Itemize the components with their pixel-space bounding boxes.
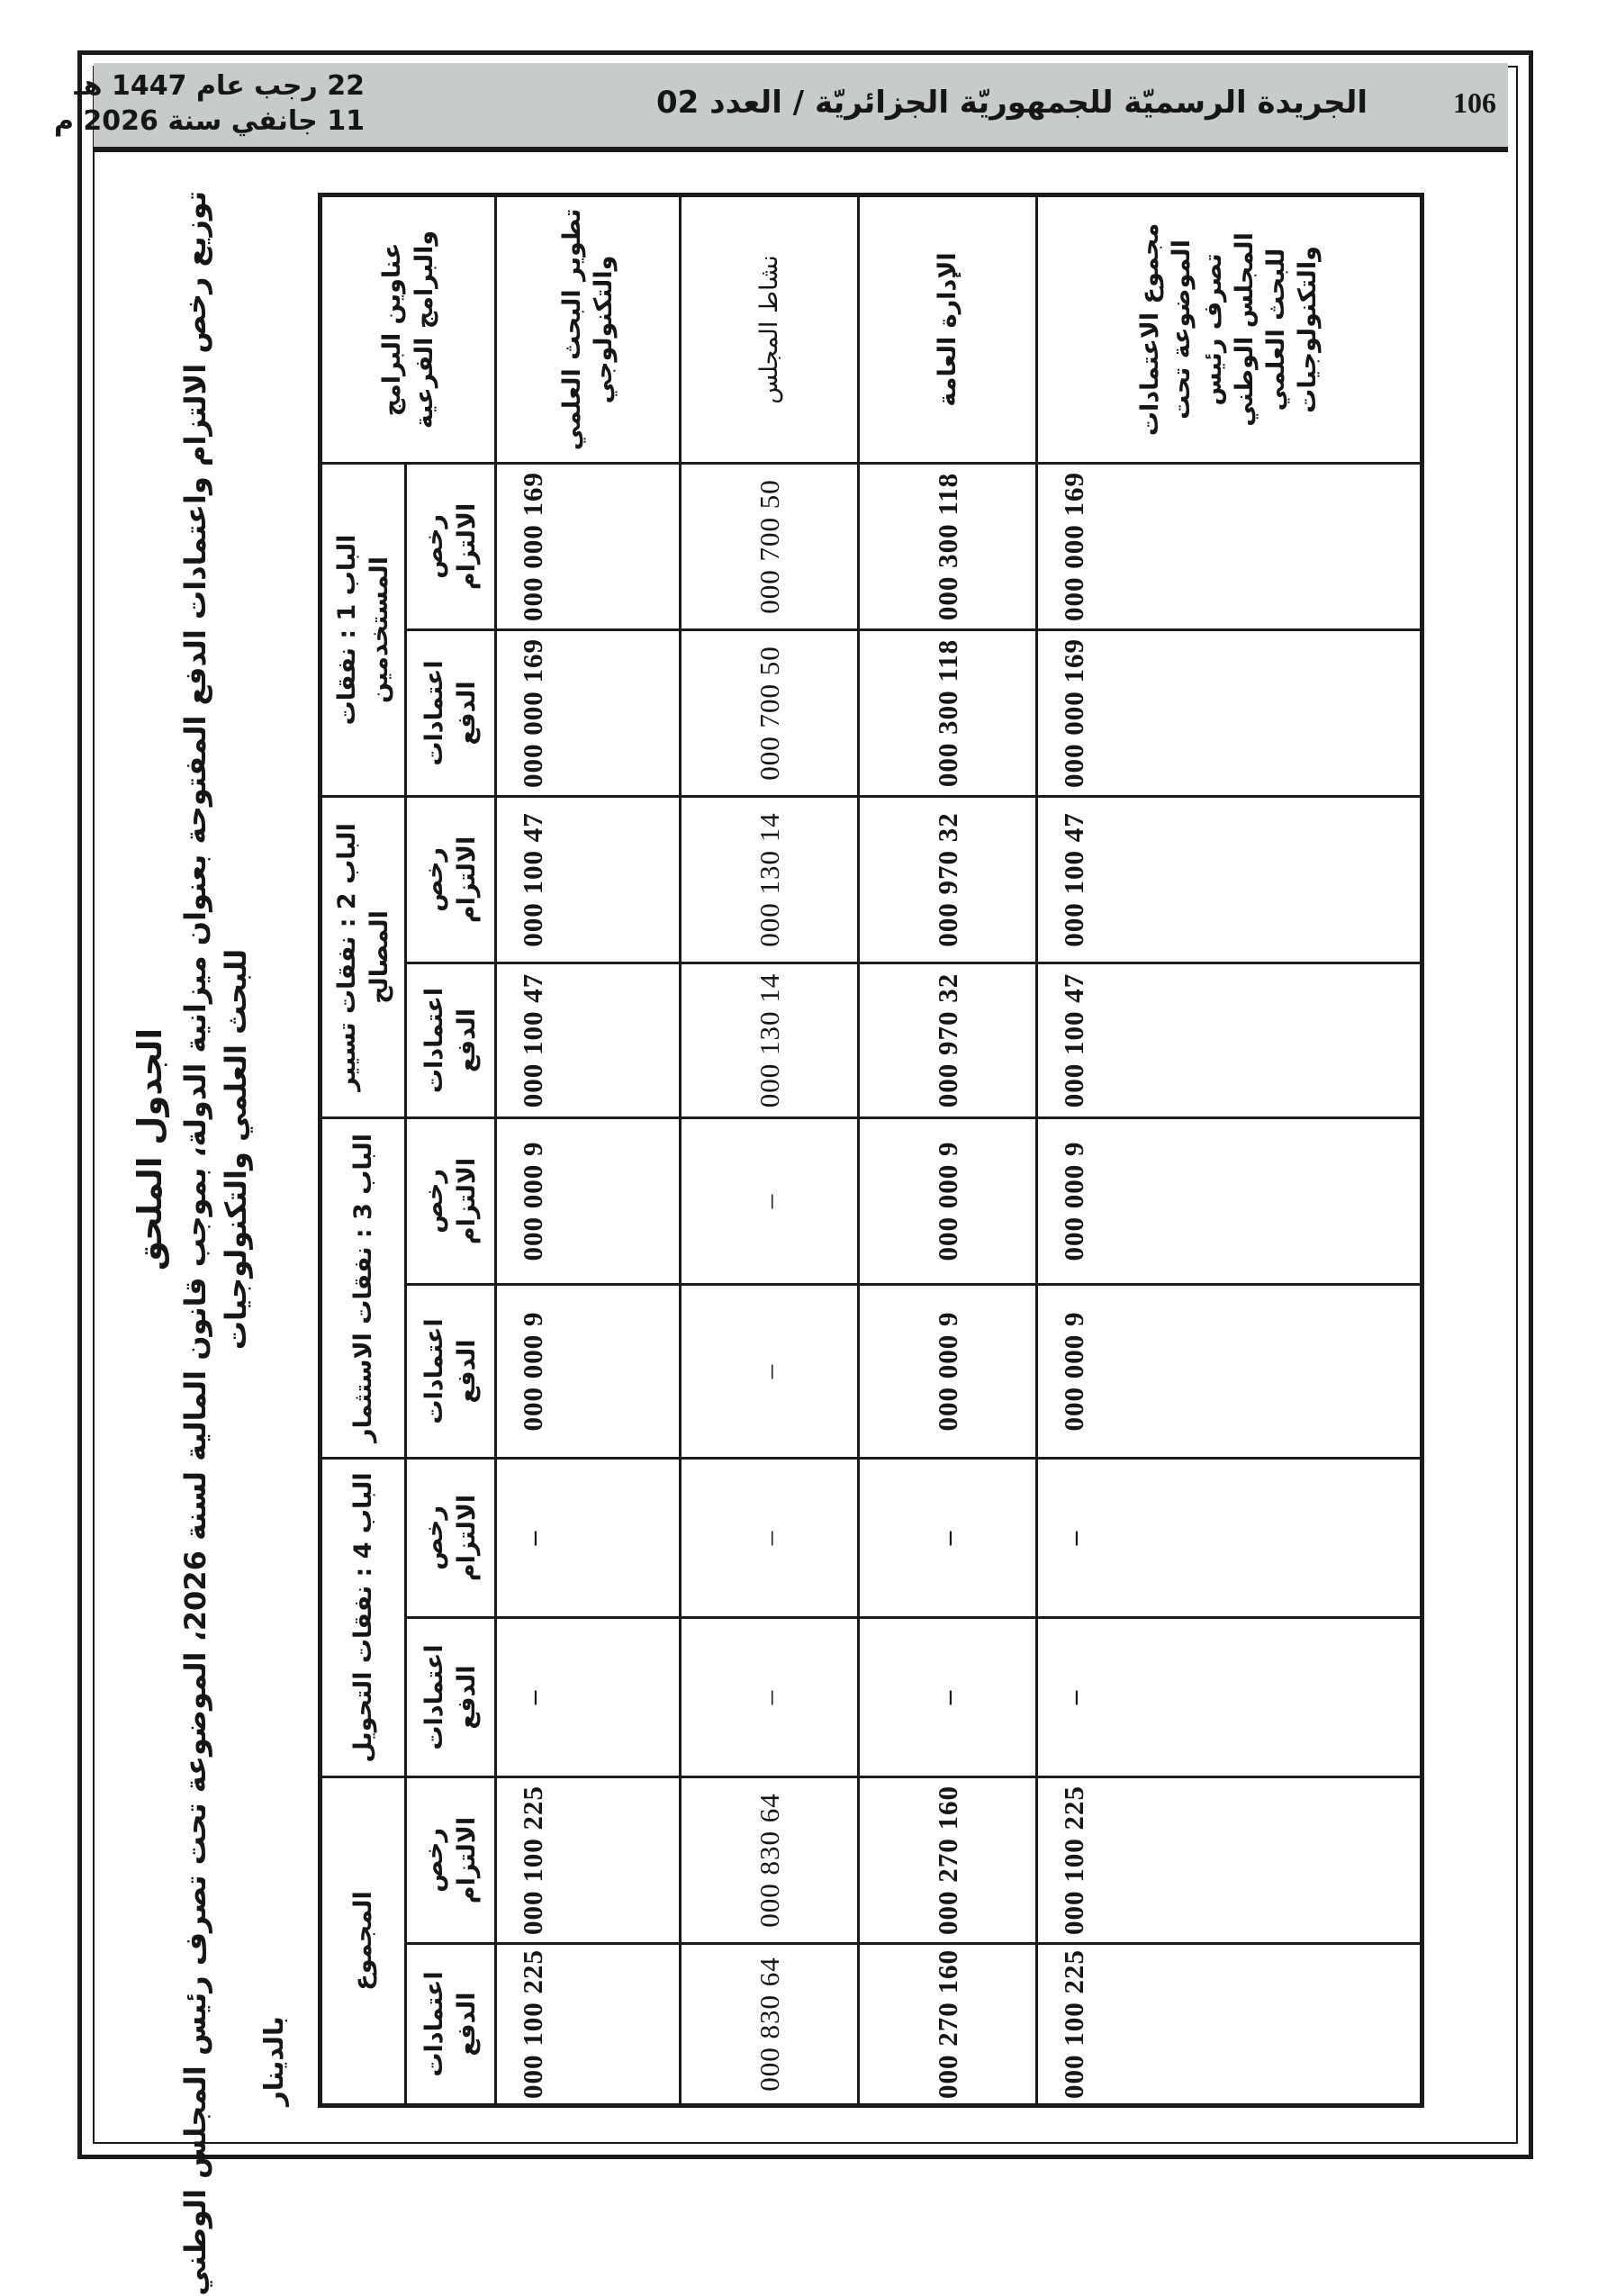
value-cell: 169 000 000 — [1037, 629, 1422, 796]
subheader-commitment-ch2: رخص الالتزام — [406, 796, 496, 963]
subheader-payment-ch1: اعتمادات الدفع — [406, 629, 496, 796]
table-row-grand-total — [1037, 194, 1422, 2105]
value-cell: 118 300 000 — [859, 629, 1037, 796]
subheader-payment-ch3: اعتمادات الدفع — [406, 1284, 496, 1458]
col-header-chapter2: الباب 2 : نفقات تسيير المصالح — [320, 796, 406, 1117]
value-cell: 9 000 000 — [496, 1117, 681, 1284]
value-cell: – — [496, 1617, 681, 1776]
value-cell: 9 000 000 — [859, 1284, 1037, 1458]
currency-note: بالدينار — [258, 2016, 289, 2106]
value-cell: – — [681, 1117, 859, 1284]
value-cell: 9 000 000 — [1037, 1284, 1422, 1458]
subheader-commitment-ch3: رخص الالتزام — [406, 1117, 496, 1284]
value-cell: 14 130 000 — [681, 796, 859, 963]
value-cell: – — [496, 1458, 681, 1617]
value-cell: 64 830 000 — [681, 1944, 859, 2106]
value-cell: 14 130 000 — [681, 963, 859, 1117]
subheader-payment-total: اعتمادات الدفع — [406, 1944, 496, 2106]
annex-subtitle-line2: للبحث العلمي والتكنولوجيات — [219, 948, 253, 1351]
subheader-commitment-ch1: رخص الالتزام — [406, 463, 496, 629]
value-cell: – — [859, 1617, 1037, 1776]
value-cell: 64 830 000 — [681, 1777, 859, 1944]
value-cell: 118 300 000 — [859, 463, 1037, 629]
value-cell: – — [1037, 1458, 1422, 1617]
subheader-commitment-total: رخص الالتزام — [406, 1777, 496, 1944]
col-header-programs: عناوين البرامج والبرامج الفرعية — [320, 194, 496, 463]
value-cell: 160 270 000 — [859, 1777, 1037, 1944]
subheader-payment-ch4: اعتمادات الدفع — [406, 1617, 496, 1776]
value-cell: – — [681, 1284, 859, 1458]
value-cell: 169 000 000 — [496, 463, 681, 629]
value-cell: 225 100 000 — [496, 1944, 681, 2106]
row-label-grand-total: مجموع الاعتمادات الموضوعة تحت تصرف رئيس المجلس الوطني للبحث العلمي والتكنولوجيات — [1037, 194, 1422, 463]
budget-table — [318, 193, 1424, 2108]
value-cell: 9 000 000 — [496, 1284, 681, 1458]
col-header-chapter1: الباب 1 : نفقات المستخدمين — [320, 463, 406, 796]
value-cell: 160 270 000 — [859, 1944, 1037, 2106]
value-cell: 225 100 000 — [1037, 1777, 1422, 1944]
value-cell: 47 100 000 — [496, 963, 681, 1117]
journal-title: الجريدة الرسميّة للجمهوريّة الجزائريّة / العدد 02 — [655, 85, 1368, 121]
col-header-chapter3: الباب 3 : نفقات الاستثمار — [320, 1117, 406, 1458]
value-cell: 47 100 000 — [1037, 963, 1422, 1117]
value-cell: – — [681, 1617, 859, 1776]
value-cell: 47 100 000 — [496, 796, 681, 963]
row-label-program-development: تطوير البحث العلمي والتكنولوجي — [496, 194, 681, 463]
value-cell: 32 970 000 — [859, 796, 1037, 963]
value-cell: 9 000 000 — [1037, 1117, 1422, 1284]
value-cell: 32 970 000 — [859, 963, 1037, 1117]
annex-subtitle-line1: توزيع رخص الالتزام واعتمادات الدفع المفتوحة بعنوان ميزانية الدولة، بموجب قانون المالية لسنة 2026، الموضوعة تحت تصرف رئيس المجلس الوطني — [178, 191, 212, 2296]
row-label-subprogram-council-activity: نشاط المجلس — [681, 194, 859, 463]
col-header-total: المجموع — [320, 1777, 406, 2106]
subheader-commitment-ch4: رخص الالتزام — [406, 1458, 496, 1617]
issue-dates — [53, 68, 365, 139]
value-cell: 169 000 000 — [496, 629, 681, 796]
value-cell: 47 100 000 — [1037, 796, 1422, 963]
journal-header-band — [53, 63, 1508, 152]
annex-title: الجدول الملحق — [131, 1027, 169, 1271]
value-cell: – — [859, 1458, 1037, 1617]
value-cell: 225 100 000 — [496, 1777, 681, 1944]
value-cell: 9 000 000 — [859, 1117, 1037, 1284]
value-cell: – — [1037, 1617, 1422, 1776]
value-cell: 225 100 000 — [1037, 1944, 1422, 2106]
hijri-date: 22 رجب عام 1447 هـ — [74, 70, 365, 102]
value-cell: – — [681, 1458, 859, 1617]
col-header-chapter4: الباب 4 : نفقات التحويل — [320, 1458, 406, 1776]
subheader-payment-ch2: اعتمادات الدفع — [406, 963, 496, 1117]
table-row-subprogram-general-administration — [859, 194, 1037, 2105]
value-cell: 169 000 000 — [1037, 463, 1422, 629]
table-row-subprogram-council-activity — [681, 194, 859, 2105]
rotated-annex-block — [91, 151, 1521, 2296]
gregorian-date: 11 جانفي سنة 2026 م — [53, 105, 365, 137]
value-cell: 50 700 000 — [681, 629, 859, 796]
value-cell: 50 700 000 — [681, 463, 859, 629]
page-number: 106 — [1453, 86, 1496, 119]
row-label-subprogram-general-administration: الإدارة العامة — [859, 194, 1037, 463]
table-row-program-development — [496, 194, 681, 2105]
